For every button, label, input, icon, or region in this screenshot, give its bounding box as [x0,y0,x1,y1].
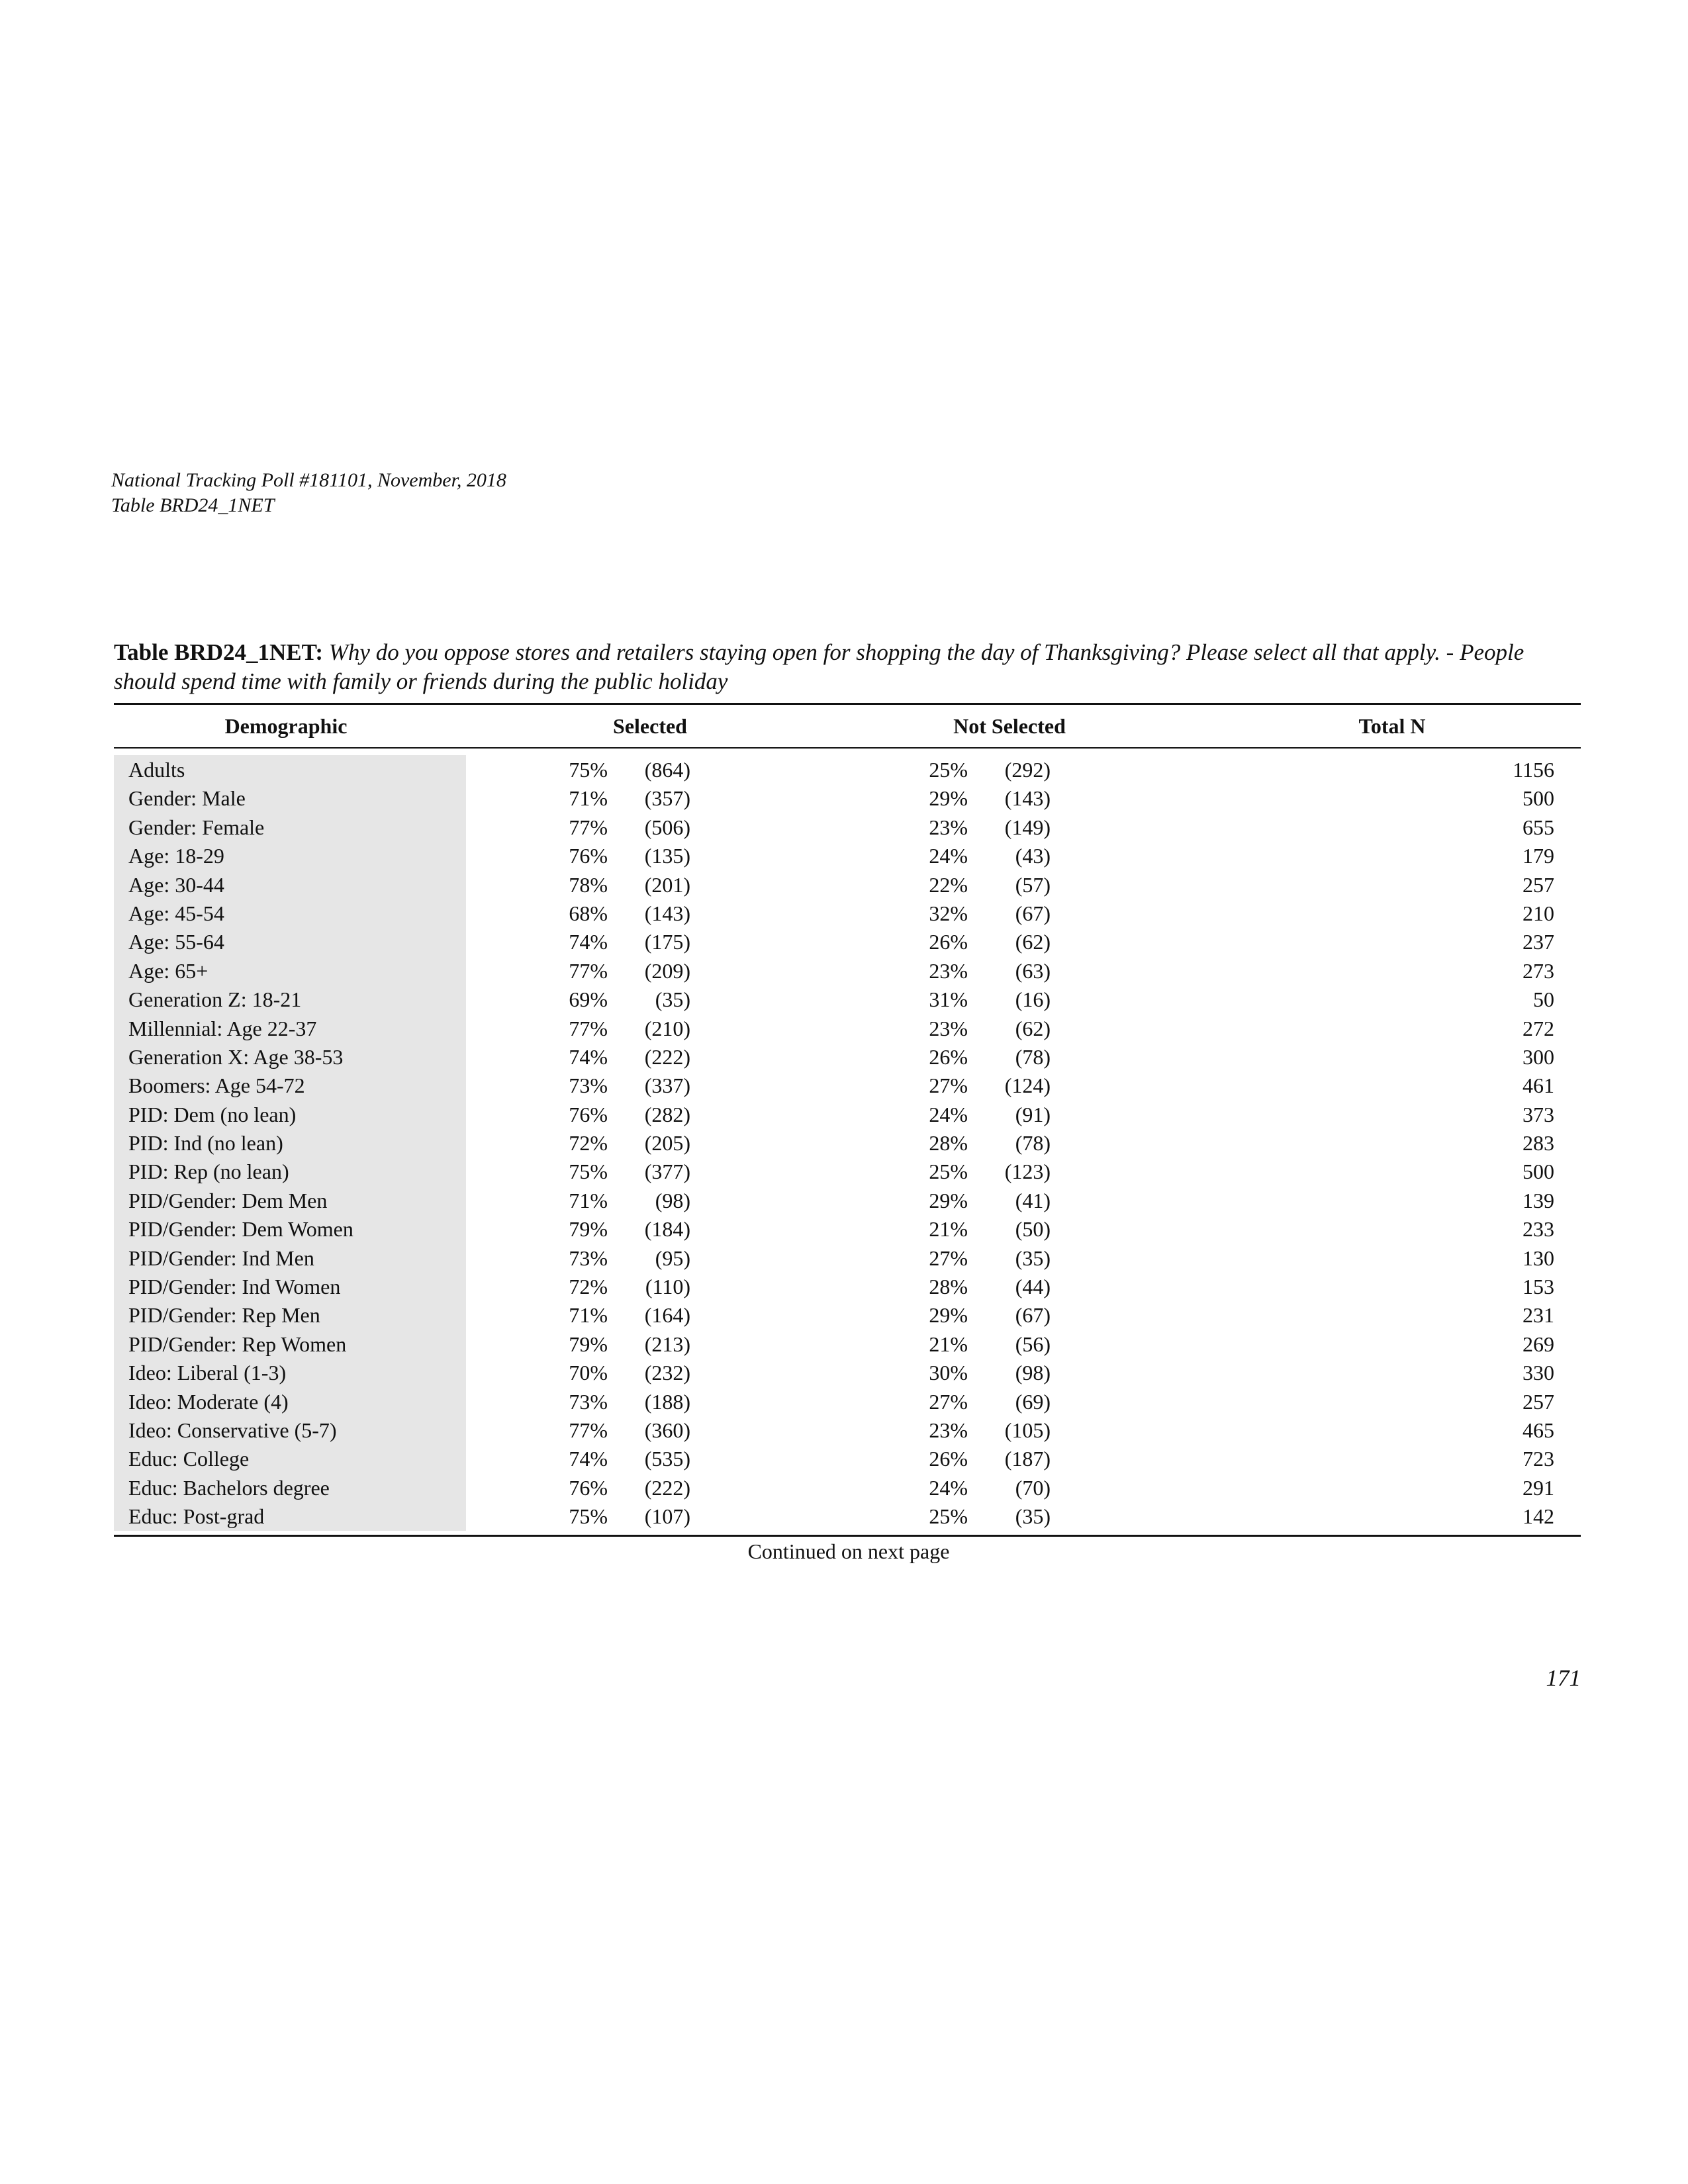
table-row [114,1272,1581,1300]
table-row [114,1502,1581,1530]
demographic-cell: PID: Dem (no lean) [128,1102,297,1126]
demographic-cell: Educ: Bachelors degree [128,1475,330,1500]
not-selected-count-cell: (43) [1015,844,1051,868]
demographic-cell: PID: Ind (no lean) [128,1131,283,1156]
total-n-cell: 330 [1523,1361,1554,1385]
selected-percent-cell: 77% [569,1418,608,1442]
selected-count-cell: (143) [644,901,690,925]
running-header [111,468,506,518]
demographic-cell: Ideo: Conservative (5-7) [128,1418,337,1442]
selected-percent-cell: 75% [569,758,608,782]
not-selected-percent-cell: 25% [929,1160,968,1184]
not-selected-percent-cell: 23% [929,1418,968,1442]
total-n-cell: 257 [1523,872,1554,897]
selected-percent-cell: 68% [569,901,608,925]
table-row [114,1416,1581,1444]
selected-count-cell: (175) [644,930,690,954]
total-n-cell: 723 [1523,1447,1554,1471]
not-selected-count-cell: (70) [1015,1475,1051,1500]
continued-note: Continued on next page [747,1539,950,1563]
not-selected-percent-cell: 28% [929,1131,968,1156]
not-selected-percent-cell: 25% [929,758,968,782]
not-selected-count-cell: (50) [1015,1217,1051,1242]
selected-count-cell: (337) [644,1073,690,1098]
selected-percent-cell: 74% [569,1044,608,1069]
page-number: 171 [1546,1665,1581,1691]
total-n-cell: 179 [1523,844,1554,868]
not-selected-percent-cell: 24% [929,1102,968,1126]
selected-percent-cell: 77% [569,958,608,983]
demographic-cell: PID/Gender: Ind Men [128,1246,314,1270]
not-selected-percent-cell: 26% [929,1044,968,1069]
selected-percent-cell: 75% [569,1504,608,1529]
not-selected-percent-cell: 23% [929,1016,968,1040]
selected-count-cell: (201) [644,872,690,897]
not-selected-percent-cell: 31% [929,987,968,1012]
not-selected-count-cell: (292) [1004,758,1051,782]
not-selected-percent-cell: 24% [929,844,968,868]
not-selected-count-cell: (91) [1015,1102,1051,1126]
table-row [114,1330,1581,1358]
total-n-cell: 50 [1533,987,1554,1012]
not-selected-count-cell: (78) [1015,1044,1051,1069]
demographic-cell: Gender: Female [128,815,265,839]
demographic-cell: Adults [128,758,185,782]
table-title-question: Why do you oppose stores and retailers staying open for shopping the day of Thanksgiving? Please select all that apply. - People should spend time with family or friends during the public holiday [114,639,1524,694]
selected-count-cell: (360) [644,1418,690,1442]
table-row [114,1244,1581,1272]
demographic-cell: Millennial: Age 22-37 [128,1016,317,1040]
not-selected-percent-cell: 26% [929,930,968,954]
selected-percent-cell: 76% [569,844,608,868]
not-selected-count-cell: (62) [1015,930,1051,954]
demographic-cell: PID/Gender: Rep Men [128,1303,320,1328]
not-selected-count-cell: (105) [1004,1418,1051,1442]
selected-percent-cell: 71% [569,1303,608,1328]
table-row [114,899,1581,927]
table-row [114,927,1581,956]
selected-count-cell: (107) [644,1504,690,1529]
selected-count-cell: (222) [644,1044,690,1069]
crosstab-table [114,703,1581,1537]
selected-percent-cell: 78% [569,872,608,897]
not-selected-count-cell: (62) [1015,1016,1051,1040]
selected-percent-cell: 71% [569,1188,608,1212]
selected-count-cell: (184) [644,1217,690,1242]
selected-count-cell: (95) [655,1246,690,1270]
selected-percent-cell: 69% [569,987,608,1012]
table-title-label: Table BRD24_1NET: [114,639,324,665]
table-row [114,1387,1581,1416]
not-selected-percent-cell: 22% [929,872,968,897]
total-n-cell: 500 [1523,1160,1554,1184]
not-selected-percent-cell: 21% [929,1217,968,1242]
table-row [114,1042,1581,1071]
selected-count-cell: (213) [644,1332,690,1356]
column-header-row [114,705,1581,747]
table-row [114,1071,1581,1099]
col-demographic-header: Demographic [224,714,348,738]
total-n-cell: 210 [1523,901,1554,925]
not-selected-percent-cell: 28% [929,1275,968,1299]
demographic-cell: Age: 18-29 [128,844,224,868]
not-selected-count-cell: (41) [1015,1188,1051,1212]
not-selected-count-cell: (35) [1015,1504,1051,1529]
selected-count-cell: (110) [645,1275,690,1299]
demographic-cell: Generation X: Age 38-53 [128,1044,344,1069]
not-selected-percent-cell: 32% [929,901,968,925]
not-selected-count-cell: (143) [1004,786,1051,811]
not-selected-count-cell: (56) [1015,1332,1051,1356]
total-n-cell: 269 [1523,1332,1554,1356]
total-n-cell: 233 [1523,1217,1554,1242]
selected-count-cell: (98) [655,1188,690,1212]
table-id: Table BRD24_1NET [111,494,275,516]
total-n-cell: 465 [1523,1418,1554,1442]
selected-percent-cell: 71% [569,786,608,811]
selected-count-cell: (35) [655,987,690,1012]
total-n-cell: 130 [1523,1246,1554,1270]
not-selected-count-cell: (63) [1015,958,1051,983]
total-n-cell: 153 [1523,1275,1554,1299]
table-row [114,1100,1581,1128]
total-n-cell: 142 [1523,1504,1554,1529]
demographic-cell: Age: 45-54 [128,901,224,925]
selected-percent-cell: 73% [569,1073,608,1098]
not-selected-percent-cell: 29% [929,1303,968,1328]
demographic-cell: Age: 30-44 [128,872,224,897]
not-selected-count-cell: (123) [1004,1160,1051,1184]
not-selected-percent-cell: 23% [929,815,968,839]
selected-percent-cell: 79% [569,1332,608,1356]
table-row [114,870,1581,899]
selected-count-cell: (357) [644,786,690,811]
selected-count-cell: (232) [644,1361,690,1385]
not-selected-percent-cell: 24% [929,1475,968,1500]
table-row [114,1186,1581,1214]
selected-count-cell: (282) [644,1102,690,1126]
table-title [114,638,1581,696]
total-n-cell: 300 [1523,1044,1554,1069]
selected-percent-cell: 72% [569,1131,608,1156]
total-n-cell: 373 [1523,1102,1554,1126]
selected-percent-cell: 73% [569,1389,608,1414]
not-selected-count-cell: (35) [1015,1246,1051,1270]
selected-percent-cell: 77% [569,1016,608,1040]
table-row [114,956,1581,985]
table-bottom-rule [114,1535,1581,1537]
table-row [114,1157,1581,1185]
demographic-cell: PID/Gender: Ind Women [128,1275,341,1299]
not-selected-count-cell: (44) [1015,1275,1051,1299]
demographic-cell: Educ: Post-grad [128,1504,265,1529]
not-selected-count-cell: (57) [1015,872,1051,897]
col-selected-header: Selected [613,714,687,738]
selected-percent-cell: 70% [569,1361,608,1385]
selected-count-cell: (377) [644,1160,690,1184]
poll-name: National Tracking Poll #181101, November, 2018 [111,469,506,491]
total-n-cell: 1156 [1513,758,1554,782]
selected-percent-cell: 73% [569,1246,608,1270]
selected-count-cell: (210) [644,1016,690,1040]
table-row [114,813,1581,841]
demographic-cell: PID/Gender: Dem Women [128,1217,353,1242]
table-row [114,1473,1581,1502]
total-n-cell: 500 [1523,786,1554,811]
not-selected-percent-cell: 29% [929,1188,968,1212]
not-selected-percent-cell: 26% [929,1447,968,1471]
not-selected-count-cell: (78) [1015,1131,1051,1156]
table-row [114,1128,1581,1157]
total-n-cell: 461 [1523,1073,1554,1098]
table-row [114,1358,1581,1387]
table-row [114,1214,1581,1243]
selected-percent-cell: 74% [569,930,608,954]
not-selected-percent-cell: 23% [929,958,968,983]
not-selected-percent-cell: 21% [929,1332,968,1356]
not-selected-percent-cell: 27% [929,1389,968,1414]
total-n-cell: 272 [1523,1016,1554,1040]
not-selected-percent-cell: 27% [929,1246,968,1270]
total-n-cell: 283 [1523,1131,1554,1156]
col-total-header: Total N [1358,714,1426,738]
selected-percent-cell: 79% [569,1217,608,1242]
selected-count-cell: (535) [644,1447,690,1471]
selected-count-cell: (205) [644,1131,690,1156]
total-n-cell: 231 [1523,1303,1554,1328]
not-selected-percent-cell: 27% [929,1073,968,1098]
table-row [114,1014,1581,1042]
not-selected-count-cell: (124) [1004,1073,1051,1098]
selected-count-cell: (222) [644,1475,690,1500]
demographic-cell: PID: Rep (no lean) [128,1160,289,1184]
table-row [114,784,1581,812]
table-row [114,1444,1581,1473]
demographic-cell: PID/Gender: Dem Men [128,1188,328,1212]
selected-percent-cell: 77% [569,815,608,839]
not-selected-count-cell: (98) [1015,1361,1051,1385]
not-selected-percent-cell: 30% [929,1361,968,1385]
total-n-cell: 273 [1523,958,1554,983]
demographic-cell: PID/Gender: Rep Women [128,1332,347,1356]
selected-count-cell: (209) [644,958,690,983]
selected-percent-cell: 76% [569,1475,608,1500]
selected-count-cell: (864) [644,758,690,782]
selected-percent-cell: 72% [569,1275,608,1299]
total-n-cell: 291 [1523,1475,1554,1500]
total-n-cell: 237 [1523,930,1554,954]
demographic-cell: Educ: College [128,1447,250,1471]
selected-count-cell: (188) [644,1389,690,1414]
table-body [114,749,1581,1535]
not-selected-count-cell: (69) [1015,1389,1051,1414]
table-row [114,985,1581,1013]
demographic-cell: Generation Z: 18-21 [128,987,302,1012]
demographic-cell: Boomers: Age 54-72 [128,1073,305,1098]
demographic-cell: Ideo: Moderate (4) [128,1389,289,1414]
selected-count-cell: (164) [644,1303,690,1328]
demographic-cell: Age: 55-64 [128,930,224,954]
selected-percent-cell: 75% [569,1160,608,1184]
not-selected-count-cell: (67) [1015,901,1051,925]
col-not-selected-header: Not Selected [953,714,1066,738]
total-n-cell: 257 [1523,1389,1554,1414]
selected-count-cell: (135) [644,844,690,868]
demographic-cell: Gender: Male [128,786,246,811]
selected-percent-cell: 76% [569,1102,608,1126]
not-selected-count-cell: (67) [1015,1303,1051,1328]
demographic-cell: Age: 65+ [128,958,209,983]
not-selected-count-cell: (16) [1015,987,1051,1012]
not-selected-percent-cell: 29% [929,786,968,811]
not-selected-count-cell: (149) [1004,815,1051,839]
table-row [114,841,1581,870]
not-selected-count-cell: (187) [1004,1447,1051,1471]
not-selected-percent-cell: 25% [929,1504,968,1529]
total-n-cell: 655 [1523,815,1554,839]
table-row [114,1300,1581,1329]
table-row [114,755,1581,784]
total-n-cell: 139 [1523,1188,1554,1212]
selected-count-cell: (506) [644,815,690,839]
selected-percent-cell: 74% [569,1447,608,1471]
demographic-cell: Ideo: Liberal (1-3) [128,1361,287,1385]
